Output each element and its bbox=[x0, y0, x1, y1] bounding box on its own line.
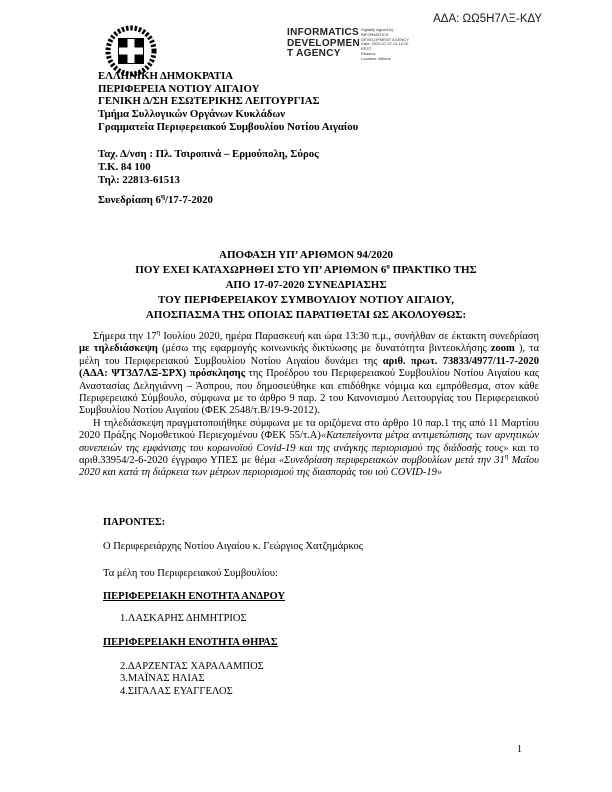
signature-agency-line: T AGENCY bbox=[287, 48, 341, 59]
attendees-section bbox=[103, 517, 363, 698]
signature-detail-line: Reason: bbox=[361, 50, 376, 56]
letterhead bbox=[98, 70, 358, 134]
member-list bbox=[103, 661, 363, 698]
attendees-heading: ΠΑΡΟΝΤΕΣ: bbox=[103, 517, 166, 528]
ada-code: ΑΔΑ: ΩΩ5Η7ΛΞ-ΚΔΥ bbox=[433, 13, 542, 25]
signature-agency-name bbox=[287, 28, 359, 62]
regional-unit-heading-andros: ΠΕΡΙΦΕΡΕΙΑΚΗ ΕΝΟΤΗΤΑ ΑΝΔΡΟΥ bbox=[103, 591, 286, 602]
members-intro: Τα μέλη του Περιφερειακού Συμβουλίου: bbox=[103, 568, 278, 579]
member-row: 4.ΣΙΓΑΛΑΣ ΕΥΑΓΓΕΛΟΣ bbox=[120, 685, 233, 697]
signature-detail-line: INFORMATICS bbox=[361, 31, 389, 37]
decision-title-line: ΑΠΟΦΑΣΗ ΥΠ’ ΑΡΙΘΜΟΝ 94/2020 bbox=[219, 249, 393, 261]
paragraph-teleconference-legal: Η τηλεδιάσκεψη πραγματοποιήθηκε σύμφωνα με τα οριζόμενα στο άρθρο 10 παρ.1 της από 11 Μαρτίου 2020 Πράξης Νομοθετικού Περιεχομένου (ΦΕΚ 55/τ.Α)«Κατεπείγοντα μέτρα αντιμετώπισης των αρνητικών συνεπειών της εμφάνισης του κορωνοϊού Covid-19 και της ανάγκης περιορισμού της διάδοσής τους» και το αριθ.33954/2-6-2020 έγγραφο ΥΠΕΣ με θέμα «Συνεδρίαση περιφερειακών συμβουλίων μετά την $31^\eta$ Μαΐου 2020 και κατά τη διάρκεια των μέτρων περιορισμού της διασποράς του ιού COVID-19» bbox=[79, 417, 540, 479]
letterhead-line: ΠΕΡΙΦΕΡΕΙΑ ΝΟΤΙΟΥ ΑΙΓΑΙΟΥ bbox=[98, 82, 260, 95]
contact-address: Ταχ. Δ/νση : Πλ. Τσιροπινά – Ερμούπολη, Σύρος bbox=[98, 148, 319, 160]
letterhead-line: Γραμματεία Περιφερειακού Συμβουλίου Νοτίου Αιγαίου bbox=[98, 120, 359, 133]
contact-postcode: Τ.Κ. 84 100 bbox=[98, 161, 151, 173]
signature-detail-line: DEVELOPMENT AGENCY bbox=[361, 36, 409, 42]
signature-detail-line: EEST bbox=[361, 46, 372, 52]
signature-agency-line: DEVELOPMEN bbox=[287, 37, 361, 49]
contact-block bbox=[98, 148, 319, 187]
decision-title bbox=[77, 248, 535, 323]
decision-title-line: ΑΠΟ 17-07-2020 ΣΥΝΕΔΡΙΑΣΗΣ bbox=[225, 279, 387, 291]
page-number: 1 bbox=[517, 744, 522, 755]
letterhead-line: ΕΛΛΗΝΙΚΗ ΔΗΜΟΚΡΑΤΙΑ bbox=[98, 70, 234, 82]
letterhead-line: Τμήμα Συλλογικών Οργάνων Κυκλάδων bbox=[98, 108, 286, 121]
decision-title-line: ΠΟΥ ΕΧΕΙ ΚΑΤΑΧΩΡΗΘΕΙ ΣΤΟ ΥΠ’ ΑΡΙΘΜΟΝ $6^o$ ΠΡΑΚΤΙΚΟ ΤΗΣ bbox=[135, 262, 477, 276]
governor-line: Ο Περιφερειάρχης Νοτίου Αιγαίου κ. Γεώργιος Χατζημάρκος bbox=[103, 541, 363, 552]
member-row: 3.ΜΑΪΝΑΣ ΗΛΙΑΣ bbox=[120, 673, 205, 685]
member-row: 1.ΛΑΣΚΑΡΗΣ ΔΗΜΗΤΡΙΟΣ bbox=[120, 613, 247, 624]
signature-detail-line: Digitally signed by bbox=[361, 27, 394, 32]
signature-detail-line: Date: 2020.07.22 12:12:10 bbox=[361, 41, 409, 47]
paragraph-session-details: Σήμερα την $17^\eta$ Ιουλίου 2020, ημέρα Παρασκευή και ώρα 13:30 π.μ., συνήλθαν σε έκτακτη συνεδρίαση με τηλεδιάσκεψη (μέσω της εφαρμογής κοινωνικής δικτύωσης με δυνατότητα βιντεοκλήσης zoom ), τα μέλη του Περιφερειακού Συμβουλίου Νοτίου Αιγαίου δυνάμει της αριθ. πρωτ. 73833/4977/11-7-2020 (ΑΔΑ: ΨΤ3Δ7ΛΞ-ΣΡΧ) πρόσκλησης της Προέδρου του Περιφερειακού Συμβουλίου Νοτίου Αιγαίου κας Αναστασίας Δεληγιάννη – Άσπρου, που δημοσιεύθηκε και επιδόθηκε νόμιμα και εμπρόθεσμα, στον κάθε Περιφερειακό Σύμβουλο, σύμφωνα με το άρθρο 9 παρ. 2 του Κανονισμού Λειτουργίας του Περιφερειακού Συμβουλίου Νοτίου Αιγαίου (ΦΕΚ 2548/τ.Β/19-9-2012). bbox=[79, 328, 540, 417]
session-line: Συνεδρίαση $6^\eta/17-7-2020$ bbox=[98, 192, 213, 206]
contact-phone: Τηλ: 22813-61513 bbox=[98, 174, 180, 186]
digital-signature-stamp bbox=[287, 28, 431, 62]
regional-unit-heading-thira: ΠΕΡΙΦΕΡΕΙΑΚΗ ΕΝΟΤΗΤΑ ΘΗΡΑΣ bbox=[103, 637, 278, 648]
member-row: 2.ΔΑΡΖΕΝΤΑΣ ΧΑΡΑΛΑΜΠΟΣ bbox=[120, 661, 264, 672]
decision-title-line: ΤΟΥ ΠΕΡΙΦΕΡΕΙΑΚΟΥ ΣΥΜΒΟΥΛΙΟΥ ΝΟΤΙΟΥ ΑΙΓΑΙΟΥ, bbox=[158, 294, 454, 306]
signature-details bbox=[361, 28, 431, 62]
signature-detail-line: Location: Athens bbox=[361, 55, 391, 61]
letterhead-line: ΓΕΝΙΚΗ Δ/ΣΗ ΕΣΩΤΕΡΙΚΗΣ ΛΕΙΤΟΥΡΓΙΑΣ bbox=[98, 95, 320, 108]
body-text bbox=[79, 328, 540, 480]
decision-title-line: ΑΠΟΣΠΑΣΜΑ ΤΗΣ ΟΠΟΙΑΣ ΠΑΡΑΤΙΘΕΤΑΙ ΩΣ ΑΚΟΛΟΥΘΩΣ: bbox=[145, 309, 467, 321]
signature-agency-line: INFORMATICS bbox=[287, 27, 359, 38]
